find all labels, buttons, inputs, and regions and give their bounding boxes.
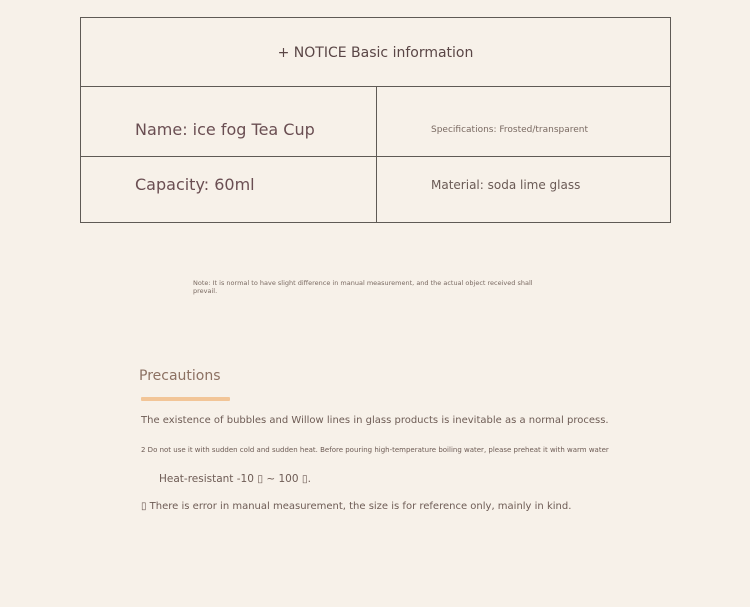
precaution-line: ▯ There is error in manual measurement, the size is for reference only, mainly in kind.	[141, 501, 572, 512]
table-header: + NOTICE Basic information	[277, 45, 474, 61]
table-column-divider	[376, 87, 377, 222]
precaution-line: The existence of bubbles and Willow lines in glass products is inevitable as a normal process.	[141, 415, 609, 426]
precaution-line: 2 Do not use it with sudden cold and sudden heat. Before pouring high-temperature boiling water, please preheat it with warm water	[141, 446, 609, 454]
measurement-note: Note: It is normal to have slight difference in manual measurement, and the actual object received shall prevail.	[193, 279, 533, 295]
product-name: Name: ice fog Tea Cup	[135, 120, 315, 139]
precaution-line: Heat-resistant -10 ▯ ~ 100 ▯.	[159, 473, 311, 485]
precautions-title: Precautions	[139, 368, 221, 384]
product-specifications: Specifications: Frosted/transparent	[431, 125, 589, 135]
basic-info-table	[80, 17, 671, 223]
product-capacity: Capacity: 60ml	[135, 175, 255, 194]
precautions-underline	[141, 397, 230, 401]
product-material: Material: soda lime glass	[431, 178, 581, 192]
